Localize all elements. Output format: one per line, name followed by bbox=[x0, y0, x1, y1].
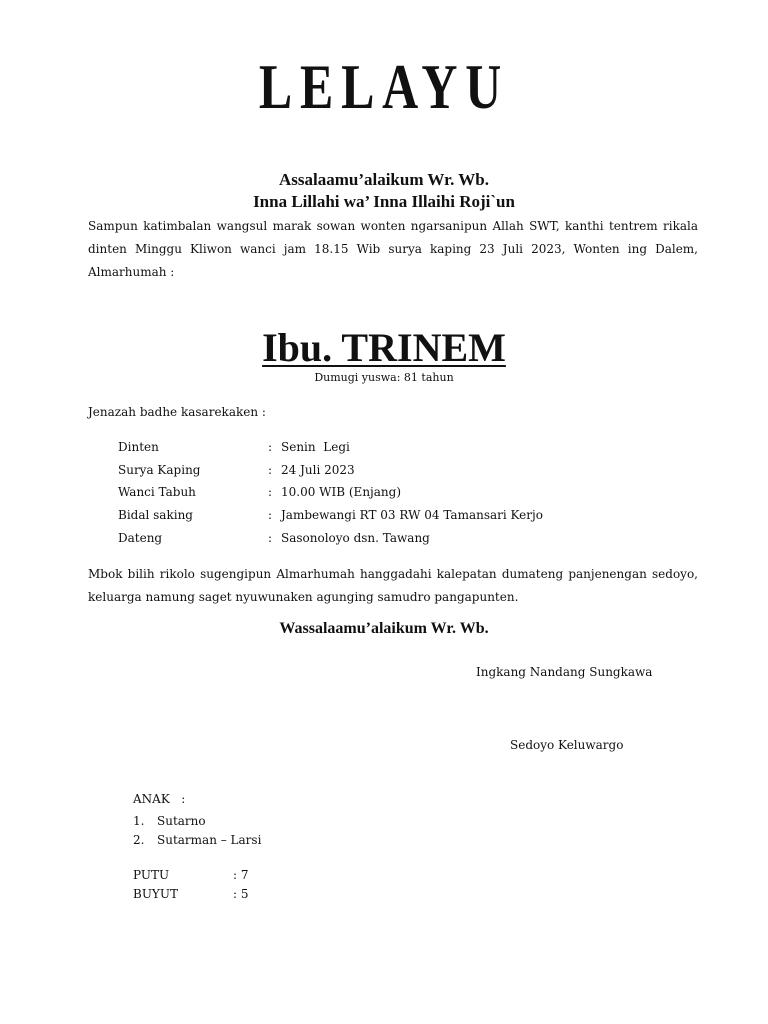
document-title: LELAYU bbox=[258, 51, 510, 122]
buyut-value: : 5 bbox=[233, 886, 249, 901]
deceased-name-text: Ibu. TRINEM bbox=[262, 325, 506, 370]
putu-label: PUTU bbox=[133, 867, 170, 882]
detail-row bbox=[118, 526, 543, 549]
child-number: 2. bbox=[133, 832, 145, 847]
funeral-details-table bbox=[118, 436, 543, 549]
detail-separator: : bbox=[268, 440, 273, 455]
grandchildren-info bbox=[133, 865, 249, 903]
detail-value: 24 Juli 2023 bbox=[281, 462, 355, 477]
detail-label: Dateng bbox=[118, 530, 163, 545]
detail-label: Dinten bbox=[118, 440, 159, 455]
deceased-age: Dumugi yuswa: 81 tahun bbox=[314, 371, 454, 384]
child-item bbox=[133, 811, 261, 830]
apology-paragraph: Mbok bilih rikolo sugengipun Almarhumah hanggadahi kalepatan dumateng panjenengan sedoyo, keluarga namung saget nyuwunaken agunging samudro pangapunten. bbox=[88, 567, 698, 604]
detail-row bbox=[118, 436, 543, 459]
detail-row bbox=[118, 459, 543, 482]
detail-row bbox=[118, 504, 543, 527]
detail-separator: : bbox=[268, 485, 273, 500]
signature-line-1: Ingkang Nandang Sungkawa bbox=[476, 665, 653, 679]
detail-label: Wanci Tabuh bbox=[118, 485, 196, 500]
greeting-salam: Assalaamu’alaikum Wr. Wb. bbox=[278, 170, 490, 189]
detail-separator: : bbox=[268, 462, 273, 477]
child-name: Sutarman – Larsi bbox=[157, 832, 262, 847]
child-name: Sutarno bbox=[157, 813, 206, 828]
detail-value: 10.00 WIB (Enjang) bbox=[281, 485, 402, 500]
putu-value: : 7 bbox=[233, 867, 249, 882]
signature-line-2: Sedoyo Keluwargo bbox=[510, 738, 624, 752]
anak-label: ANAK : bbox=[133, 792, 186, 806]
child-item bbox=[133, 830, 261, 849]
detail-value: Senin Legi bbox=[281, 440, 350, 455]
funeral-heading: Jenazah badhe kasarekaken : bbox=[88, 405, 266, 419]
detail-label: Surya Kaping bbox=[118, 462, 201, 477]
intro-paragraph: Sampun katimbalan wangsul marak sowan wonten ngarsanipun Allah SWT, kanthi tentrem rikala dinten Minggu Kliwon wanci jam 18.15 Wib surya kaping 23 Juli 2023, Wonten ing Dalem, Almarhumah : bbox=[88, 219, 698, 279]
buyut-row bbox=[133, 884, 249, 903]
detail-value: Jambewangi RT 03 RW 04 Tamansari Kerjo bbox=[281, 508, 543, 523]
closing-salam: Wassalaamu’alaikum Wr. Wb. bbox=[279, 620, 489, 637]
buyut-label: BUYUT bbox=[133, 886, 178, 901]
child-number: 1. bbox=[133, 813, 145, 828]
detail-value: Sasonoloyo dsn. Tawang bbox=[281, 530, 430, 545]
family-section bbox=[133, 792, 261, 903]
detail-separator: : bbox=[268, 508, 273, 523]
deceased-name bbox=[0, 324, 768, 371]
putu-row bbox=[133, 865, 249, 884]
detail-label: Bidal saking bbox=[118, 508, 193, 523]
greeting-istirja: Inna Lillahi wa’ Inna Illaihi Roji`un bbox=[253, 192, 515, 211]
children-list bbox=[133, 811, 261, 849]
detail-separator: : bbox=[268, 530, 273, 545]
detail-row bbox=[118, 481, 543, 504]
